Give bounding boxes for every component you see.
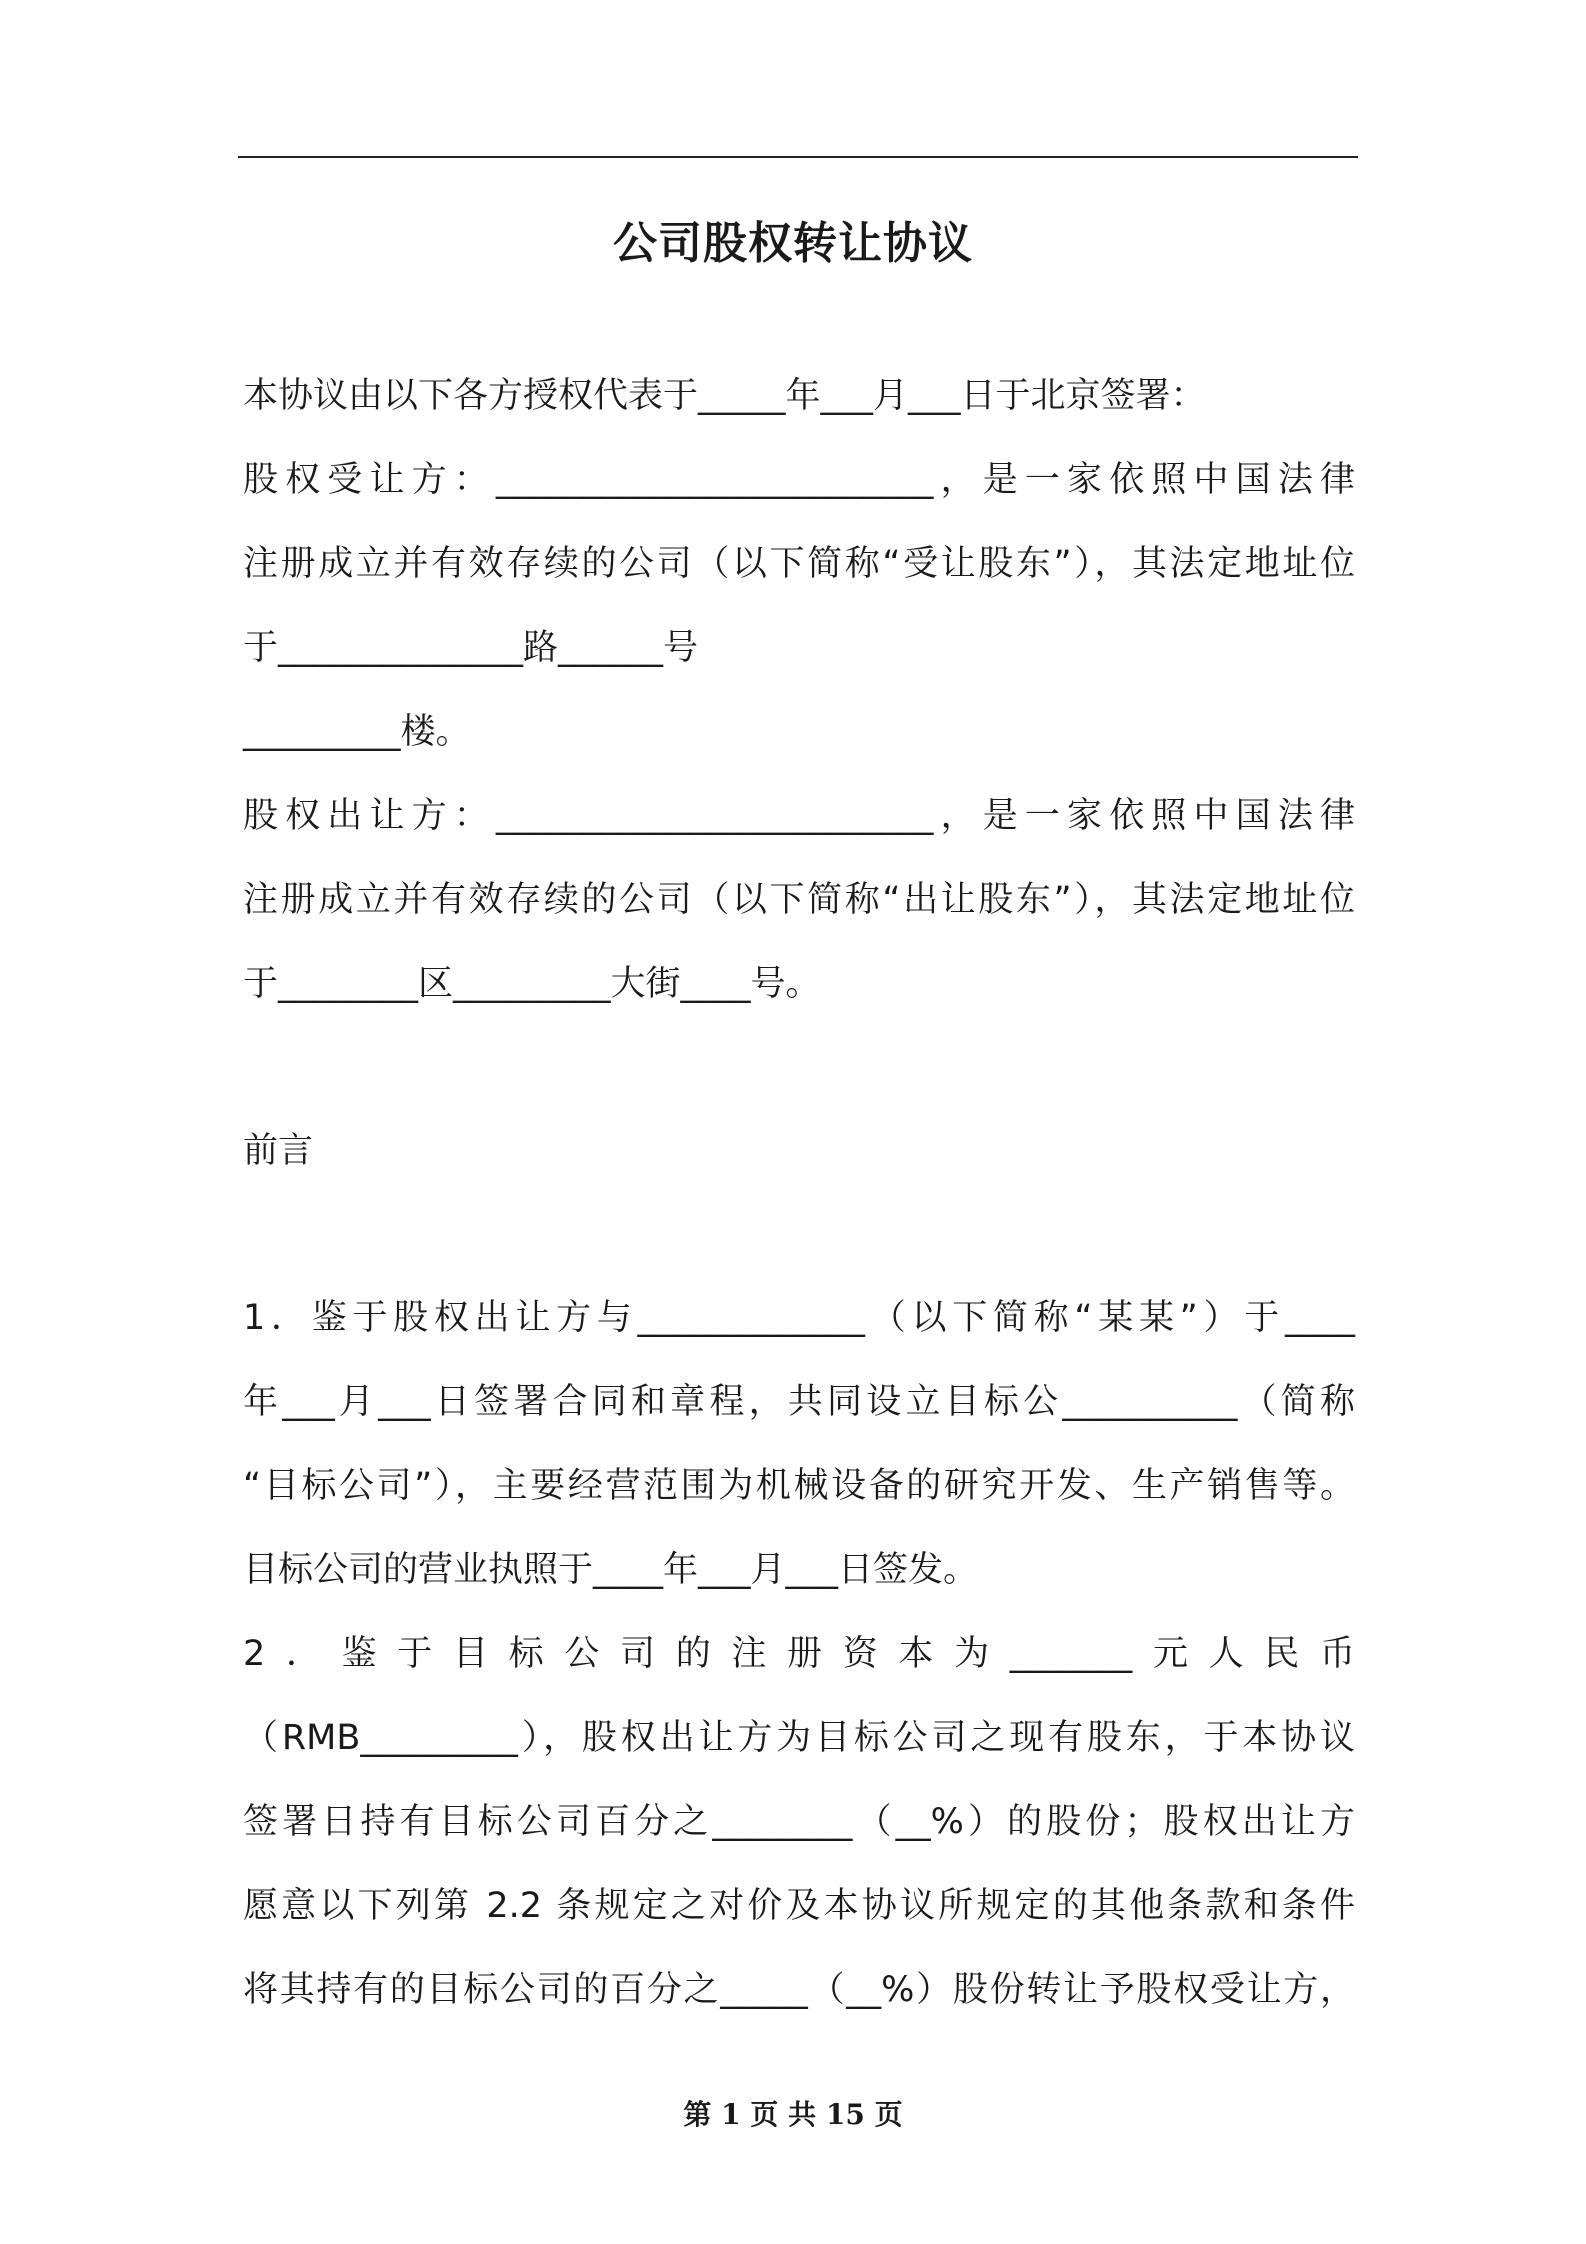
body-line: 愿意以下列第 2.2 条规定之对价及本协议所规定的其他条款和条件 <box>243 1886 1355 1926</box>
body-line: 注册成立并有效存续的公司（以下简称“受让股东”），其法定地址位 <box>243 544 1355 584</box>
section-heading-preface: 前言 <box>243 1131 314 1171</box>
page-number: 第 1 页 共 15 页 <box>683 2098 903 2131</box>
body-line: 将其持有的目标公司的百分之_____（__%）股份转让予股权受让方， <box>243 1970 1355 2010</box>
body-line: 股权出让方：_________________________，是一家依照中国法律 <box>243 796 1355 836</box>
body-line: 签署日持有目标公司百分之________（__%）的股份；股权出让方 <box>243 1802 1355 1842</box>
body-line: 于________区_________大街____号。 <box>243 964 821 1004</box>
document-title: 公司股权转让协议 <box>613 218 973 269</box>
body-line: 1．鉴于股权出让方与_____________（以下简称“某某”）于____ <box>243 1298 1355 1338</box>
body-line: _________楼。 <box>243 712 471 752</box>
body-line: （RMB_________），股权出让方为目标公司之现有股东，于本协议 <box>243 1718 1355 1758</box>
body-line: 股权受让方：_________________________，是一家依照中国法律 <box>243 460 1355 500</box>
body-line: “目标公司”），主要经营范围为机械设备的研究开发、生产销售等。 <box>243 1466 1355 1506</box>
body-line: 年___月___日签署合同和章程，共同设立目标公__________（简称 <box>243 1382 1355 1422</box>
body-line: 目标公司的营业执照于____年___月___日签发。 <box>243 1550 979 1590</box>
body-line: 本协议由以下各方授权代表于_____年___月___日于北京签署： <box>243 376 1206 416</box>
body-line: 于______________路______号 <box>243 628 699 668</box>
body-line: 注册成立并有效存续的公司（以下简称“出让股东”），其法定地址位 <box>243 880 1355 920</box>
body-line: 2．鉴于目标公司的注册资本为_______元人民币 <box>243 1634 1355 1674</box>
header-rule <box>238 156 1358 158</box>
